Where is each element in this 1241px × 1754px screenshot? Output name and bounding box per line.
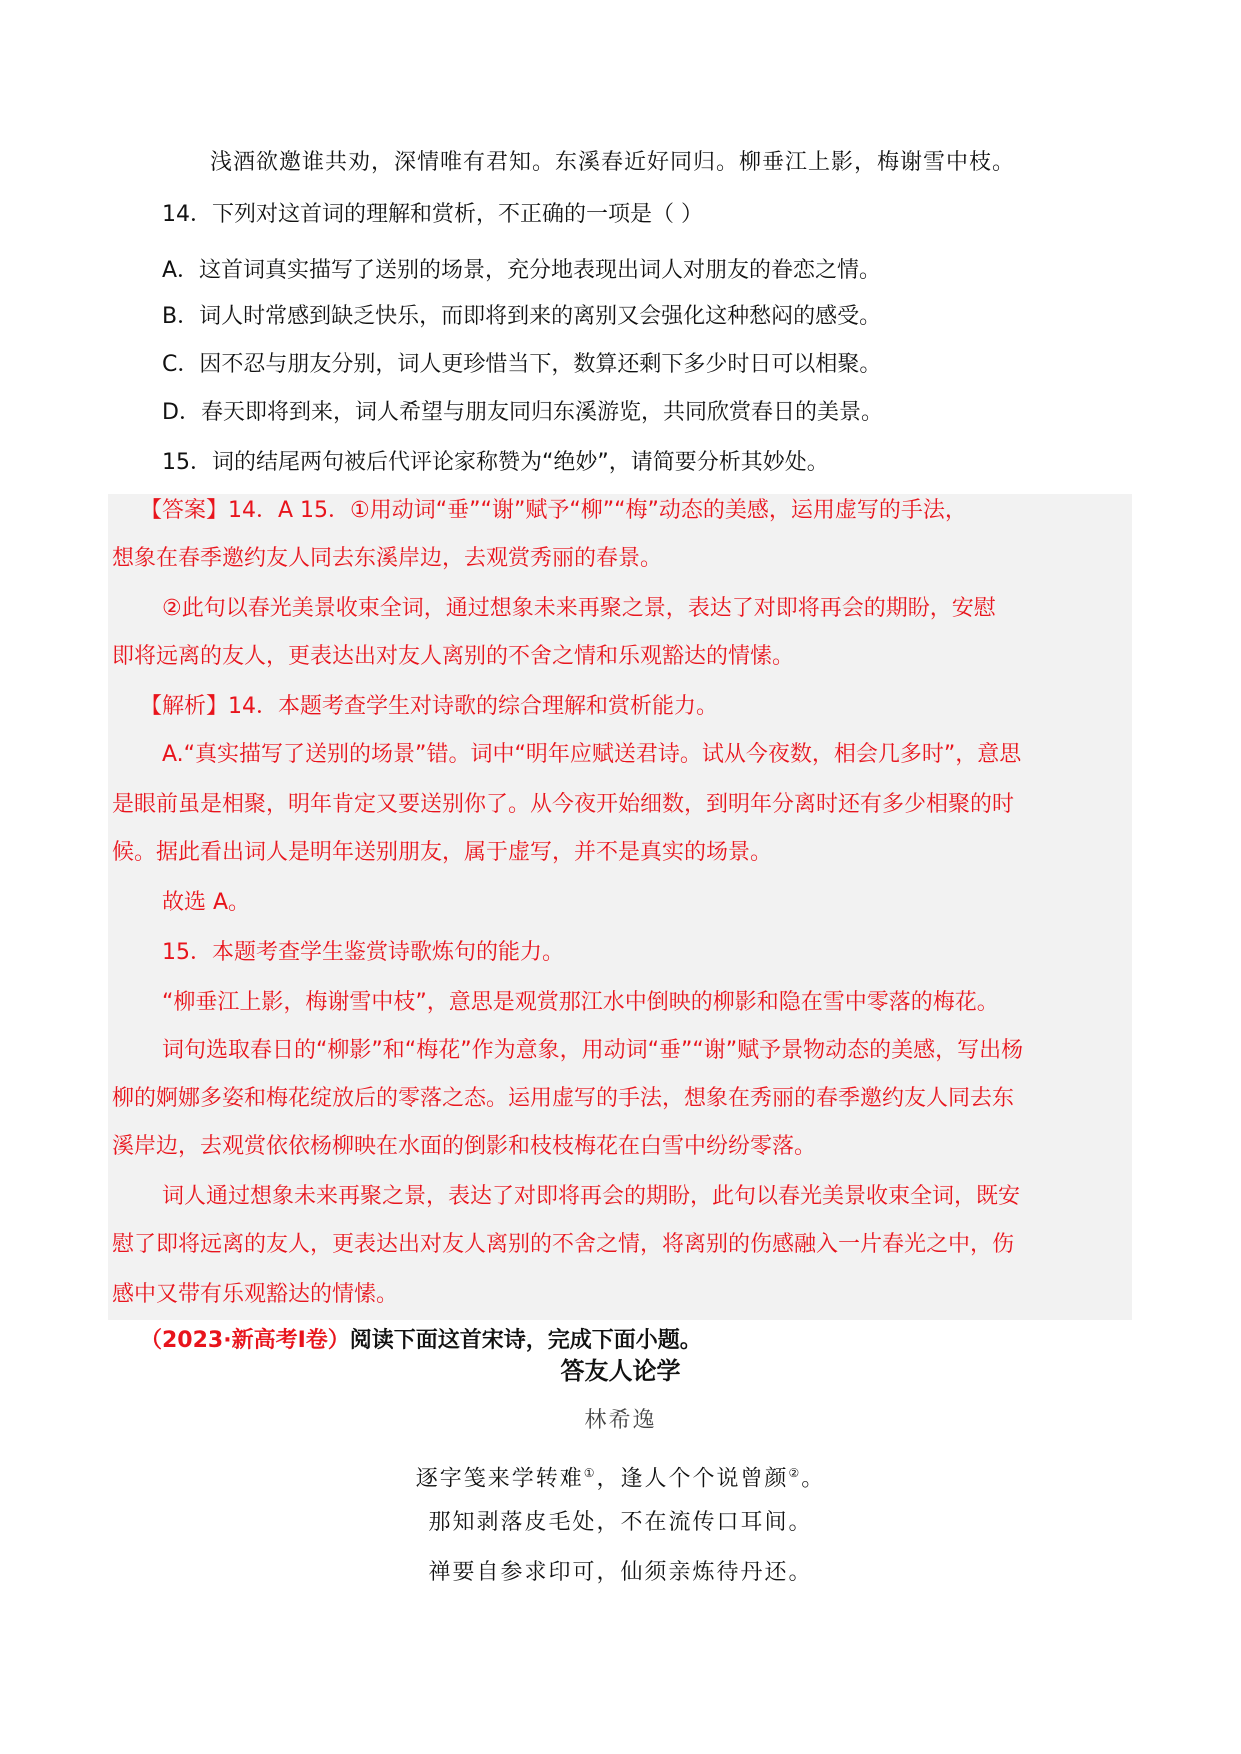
analysis-line-7: “柳垂江上影，梅谢雪中枝”，意思是观赏那江水中倒映的柳影和隐在雪中零落的梅花。: [162, 990, 999, 1015]
exam-source: （2023·新高考Ⅰ卷）: [140, 1328, 350, 1353]
answer-line-2: 想象在春季邀约友人同去东溪岸边，去观赏秀丽的春景。: [112, 546, 663, 571]
option-a: A．这首词真实描写了送别的场景，充分地表现出词人对朋友的眷恋之情。: [162, 258, 882, 283]
analysis-line-5: 故选 A。: [162, 890, 251, 915]
analysis-line-1: 【解析】14．本题考查学生对诗歌的综合理解和赏析能力。: [140, 694, 718, 719]
footnote-marker-2: ②: [788, 1466, 802, 1480]
answer-line-3: ②此句以春光美景收束全词，通过想象未来再聚之景，表达了对即将再会的期盼，安慰: [162, 596, 996, 621]
analysis-line-4: 候。据此看出词人是明年送别朋友，属于虚写，并不是真实的场景。: [112, 840, 773, 865]
analysis-line-9: 柳的婀娜多姿和梅花绽放后的零落之态。运用虚写的手法，想象在秀丽的春季邀约友人同去东: [112, 1086, 1015, 1111]
poem-title: 答友人论学: [560, 1357, 681, 1385]
analysis-line-12: 慰了即将远离的友人，更表达出对友人离别的不舍之情，将离别的伤感融入一片春光之中，伤: [112, 1232, 1015, 1257]
analysis-line-8: 词句选取春日的“柳影”和“梅花”作为意象，用动词“垂”“谢”赋予景物动态的美感，写出杨: [162, 1038, 1024, 1063]
analysis-line-6: 15．本题考查学生鉴赏诗歌炼句的能力。: [162, 940, 564, 965]
analysis-line-3: 是眼前虽是相聚，明年肯定又要送别你了。从今夜开始细数，到明年分离时还有多少相聚的时: [112, 792, 1015, 817]
poem-line-3: 禅要自参求印可，仙须亲炼待丹还。: [428, 1560, 813, 1585]
analysis-line-10: 溪岸边，去观赏依依杨柳映在水面的倒影和枝枝梅花在白雪中纷纷零落。: [112, 1134, 817, 1159]
poem-line-1-part2: ，逢人个个说曾颜: [596, 1466, 789, 1492]
question-15: 15．词的结尾两句被后代评论家称赞为“绝妙”，请简要分析其妙处。: [162, 450, 829, 475]
poem-top-line: 浅酒欲邀谁共劝，深情唯有君知。东溪春近好同归。柳垂江上影，梅谢雪中枝。: [210, 150, 1016, 175]
option-c: C．因不忍与朋友分别，词人更珍惜当下，数算还剩下多少时日可以相聚。: [162, 352, 882, 377]
option-d: D．春天即将到来，词人希望与朋友同归东溪游览，共同欣赏春日的美景。: [162, 400, 883, 425]
poem-author: 林希逸: [584, 1408, 657, 1433]
poem-line-2: 那知剥落皮毛处，不在流传口耳间。: [428, 1510, 813, 1535]
answer-line-4: 即将远离的友人，更表达出对友人离别的不舍之情和乐观豁达的情愫。: [112, 644, 795, 669]
footnote-marker-1: ①: [583, 1466, 597, 1480]
analysis-line-2: A.“真实描写了送别的场景”错。词中“明年应赋送君诗。试从今夜数，相会几多时”，意思: [162, 742, 1022, 767]
poem-line-1-part3: 。: [801, 1466, 826, 1492]
analysis-line-11: 词人通过想象未来再聚之景，表达了对即将再会的期盼，此句以春光美景收束全词，既安: [162, 1184, 1021, 1209]
poem-line-1: [0, 1458, 1241, 1494]
poem-line-1-part1: 逐字笺来学转难: [415, 1466, 584, 1492]
instruction: 阅读下面这首宋诗，完成下面小题。: [349, 1328, 702, 1353]
question-14: 14．下列对这首词的理解和赏析，不正确的一项是（ ）: [162, 202, 703, 227]
analysis-line-13: 感中又带有乐观豁达的情愫。: [112, 1282, 399, 1307]
option-b: B．词人时常感到缺乏快乐，而即将到来的离别又会强化这种愁闷的感受。: [162, 304, 882, 329]
next-question-header: [140, 1326, 702, 1356]
answer-line-1: 【答案】14．A 15．①用动词“垂”“谢”赋予“柳”“梅”动态的美感，运用虚写的手法，: [140, 498, 967, 523]
